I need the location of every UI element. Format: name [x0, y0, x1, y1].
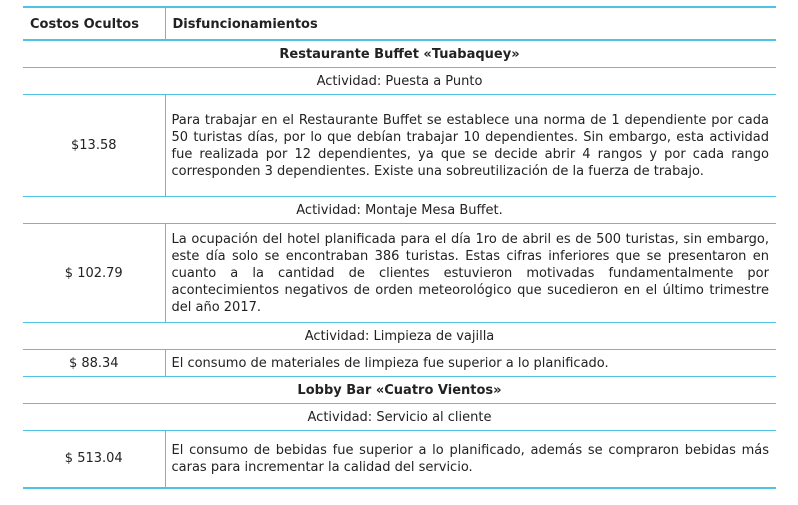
header-row — [23, 7, 776, 40]
activity-row — [23, 197, 776, 224]
cost-value: $ 513.04 — [23, 431, 165, 488]
activity-label: Actividad: Limpieza de vajilla — [23, 323, 776, 350]
description-text: La ocupación del hotel planificada para el día 1ro de abril es de 500 turistas, sin embargo, este día solo se encontraban 386 turistas. Estas cifras inferiores que se presentaron en cuanto a la cantidad de clientes estuvieron motivadas fundamentalmente por acontecimientos negativos de orden meteorológico que sucedieron en el último trimestre del año 2017. — [165, 224, 776, 323]
activity-label: Actividad: Montaje Mesa Buffet. — [23, 197, 776, 224]
description-text: El consumo de bebidas fue superior a lo planificado, además se compraron bebidas más caras para incrementar la calidad del servicio. — [165, 431, 776, 488]
cost-value: $ 102.79 — [23, 224, 165, 323]
section-title: Lobby Bar «Cuatro Vientos» — [23, 377, 776, 404]
description-text: El consumo de materiales de limpieza fue superior a lo planificado. — [165, 350, 776, 377]
activity-label: Actividad: Puesta a Punto — [23, 68, 776, 95]
section-title: Restaurante Buffet «Tuabaquey» — [23, 40, 776, 68]
table-row — [23, 350, 776, 377]
activity-row — [23, 68, 776, 95]
table-row — [23, 95, 776, 197]
table-row — [23, 224, 776, 323]
cost-value: $13.58 — [23, 95, 165, 197]
activity-row — [23, 404, 776, 431]
activity-label: Actividad: Servicio al cliente — [23, 404, 776, 431]
hidden-costs-table-container — [23, 6, 776, 489]
section-row-restaurante — [23, 40, 776, 68]
cost-value: $ 88.34 — [23, 350, 165, 377]
header-disfuncionamientos: Disfuncionamientos — [165, 7, 776, 40]
activity-row — [23, 323, 776, 350]
table-row — [23, 431, 776, 488]
hidden-costs-table — [23, 6, 776, 489]
description-text: Para trabajar en el Restaurante Buffet se establece una norma de 1 dependiente por cada 50 turistas días, por lo que debían trabajar 10 dependientes. Sin embargo, esta actividad fue realizada por 12 dependientes, ya que se decide abrir 4 rangos y por cada rango corresponden 3 dependientes. Existe una sobreutilización de la fuerza de trabajo. — [165, 95, 776, 197]
header-costos-ocultos: Costos Ocultos — [23, 7, 165, 40]
section-row-lobby-bar — [23, 377, 776, 404]
